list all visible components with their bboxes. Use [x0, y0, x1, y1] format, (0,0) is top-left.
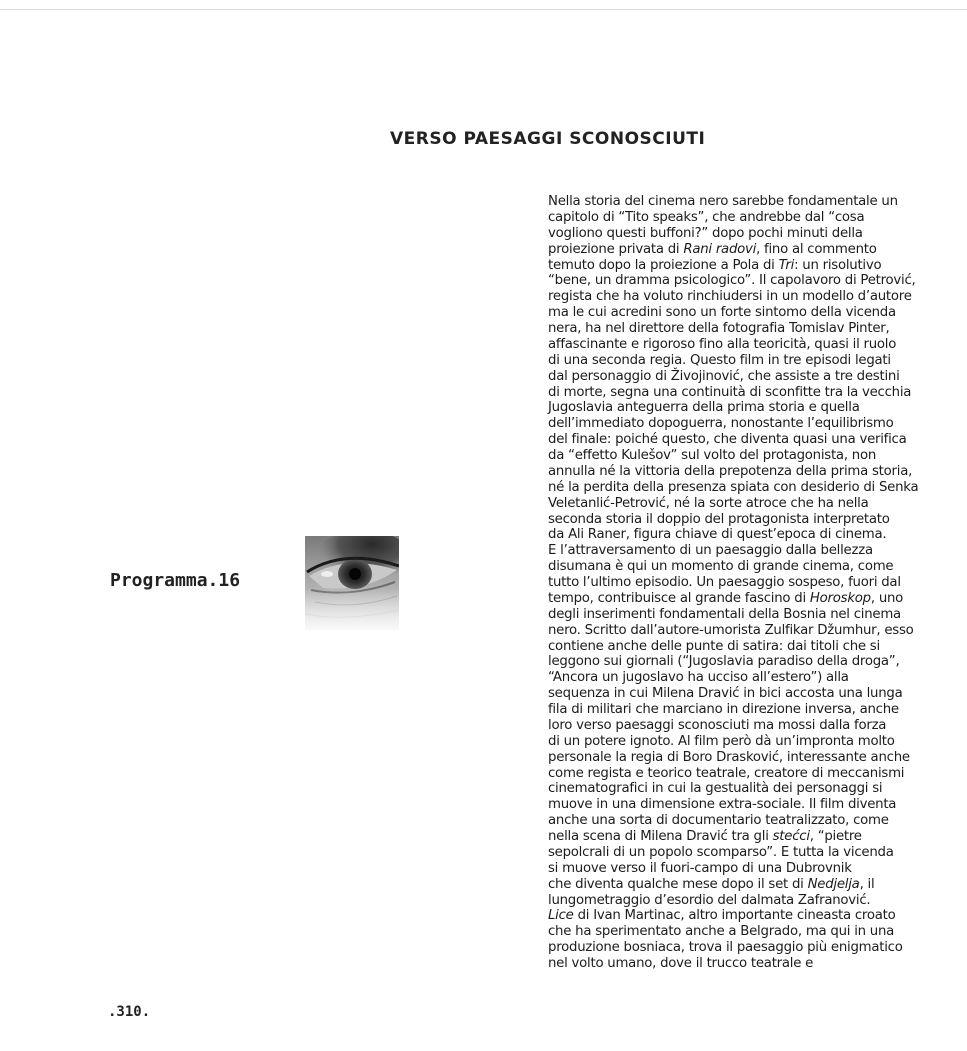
body-text-run: sepolcrali di un popolo scomparso”. E tutta la vicenda — [548, 844, 894, 860]
body-text-run: di morte, segna una continuità di sconfitte tra la vecchia — [548, 384, 912, 400]
body-text-run: contiene anche delle punte di satira: dai titoli che si — [548, 638, 880, 654]
body-line — [548, 432, 907, 448]
body-line — [548, 368, 900, 385]
body-text-run: anche una sorta di documentario teatralizzato, come — [548, 813, 889, 829]
body-text-run: loro verso paesaggi sconosciuti ma mossi dalla forza — [548, 717, 887, 733]
body-line — [548, 289, 912, 305]
body-line — [548, 527, 893, 543]
body-line — [548, 781, 893, 797]
body-text-run: come regista e teorico teatrale, creatore di meccanismi — [548, 765, 905, 781]
body-text-run: Veletanlić-Petrović, né la sorte atroce che ha nella — [548, 495, 869, 511]
italic-title: Tri — [778, 257, 795, 273]
body-line — [548, 908, 896, 924]
body-line — [548, 686, 903, 702]
page-number: .310. — [108, 1004, 151, 1020]
italic-title: Rani radovi — [683, 241, 757, 257]
section-label: Programma.16 — [110, 570, 241, 591]
body-text-run: di Ivan Martinac, altro importante cineasta croato — [573, 908, 896, 924]
body-text-run: Jugoslavia anteguerra della prima storia e quella — [548, 400, 860, 416]
body-line — [548, 400, 893, 416]
body-text-run: disumana è qui un momento di grande cinema, come — [548, 559, 894, 575]
body-line — [548, 590, 904, 607]
body-line — [548, 321, 893, 337]
body-line — [548, 242, 893, 258]
body-text-run: capitolo di “Tito speaks”, che andrebbe dal “cosa — [548, 209, 865, 225]
body-line — [548, 226, 893, 242]
body-text-run: personale la regia di Boro Drasković, interessante anche — [548, 749, 910, 765]
body-line — [548, 956, 893, 972]
body-line — [548, 718, 893, 734]
body-text-run: da “effetto Kulešov” sul volto del protagonista, non — [548, 448, 877, 463]
body-line — [548, 829, 893, 845]
body-text-run: di un potere ignoto. Al film però dà un’impronta molto — [548, 733, 895, 749]
body-text-run: E l’attraversamento di un paesaggio dalla bellezza — [548, 543, 873, 559]
body-line — [548, 749, 910, 766]
body-text-run: tutto l’ultimo episodio. Un paesaggio sospeso, fuori dal — [548, 575, 901, 590]
body-line — [548, 194, 898, 210]
body-line — [548, 543, 893, 559]
body-line — [548, 416, 893, 432]
body-text-run: , fino al commento — [756, 241, 877, 257]
top-rule — [0, 9, 967, 10]
body-text-run: affascinante e rigoroso fino alla teoricità, quasi il ruolo — [548, 336, 897, 352]
body-text-run: : un risolutivo — [794, 257, 882, 273]
body-text-run: “bene, un dramma psicologico”. Il capolavoro di Petrović, — [548, 273, 916, 289]
body-line — [548, 845, 893, 861]
body-line — [548, 273, 916, 289]
body-text-run: dal personaggio di Živojinović, che assiste a tre destini — [548, 368, 900, 384]
body-text-run: muove in una dimensione extra-sociale. Il film diventa — [548, 797, 897, 813]
body-text-run: nel volto umano, dove il trucco teatrale e — [548, 956, 814, 971]
body-text-run: tempo, contribuisce al grande fascino di — [548, 590, 810, 606]
body-text-run: produzione bosniaca, trova il paesaggio più enigmatico — [548, 940, 903, 956]
body-text-run: sequenza in cui Milena Dravić in bici accosta una lunga — [548, 686, 903, 702]
body-line — [548, 670, 893, 686]
body-line — [548, 734, 893, 750]
body-line — [548, 210, 893, 226]
body-line — [548, 606, 901, 623]
body-line — [548, 305, 896, 321]
body-line — [548, 384, 912, 401]
article-body — [548, 194, 919, 972]
body-line — [548, 336, 897, 353]
body-line — [548, 765, 905, 782]
body-line — [548, 861, 893, 877]
body-text-run: nella scena di Milena Dravić tra gli — [548, 829, 773, 844]
page-title: VERSO PAESAGGI SCONOSCIUTI — [390, 129, 706, 150]
body-text-run: proiezione privata di — [548, 241, 684, 257]
body-line — [548, 622, 914, 639]
body-line — [548, 702, 899, 718]
body-text-run: degli inserimenti fondamentali della Bosnia nel cinema — [548, 606, 901, 622]
body-text-run: seconda storia il doppio del protagonista interpretato — [548, 511, 890, 527]
body-line — [548, 353, 893, 369]
body-text-run: lungometraggio d’esordio del dalmata Zafranović. — [548, 892, 871, 908]
body-text-run: Nella storia del cinema nero sarebbe fondamentale un — [548, 194, 898, 209]
body-line — [548, 463, 913, 480]
body-line — [548, 258, 893, 274]
body-text-run: cinematografici in cui la gestualità dei personaggi si — [548, 781, 883, 797]
body-line — [548, 877, 893, 893]
eye-photo — [305, 536, 399, 630]
italic-title: Horoskop — [809, 590, 871, 606]
body-text-run: regista che ha voluto rinchiudersi in un modello d’autore — [548, 289, 912, 305]
body-text-run: si muove verso il fuori-campo di una Dubrovnik — [548, 860, 852, 876]
body-line — [548, 559, 893, 575]
body-line — [548, 575, 901, 591]
body-text-run: che ha sperimentato anche a Belgrado, ma qui in una — [548, 924, 895, 940]
body-text-run: né la perdita della presenza spiata con desiderio di Senka — [548, 479, 919, 495]
body-text-run: da Ali Raner, figura chiave di quest’epoca di cinema. — [548, 527, 887, 543]
italic-title: Lice — [548, 908, 574, 924]
body-text-run: , “pietre — [809, 829, 862, 844]
body-text-run: , il — [859, 876, 875, 892]
body-line — [548, 639, 893, 655]
body-line — [548, 893, 893, 909]
body-text-run: leggono sui giornali (“Jugoslavia paradiso della droga”, — [548, 654, 900, 670]
body-text-run: di una seconda regia. Questo film in tre episodi legati — [548, 352, 891, 368]
body-text-run: nera, ha nel direttore della fotografia Tomislav Pinter, — [548, 321, 890, 336]
body-text-run: , uno — [870, 590, 904, 606]
body-line — [548, 448, 893, 464]
body-line — [548, 797, 897, 813]
body-text-run: che diventa qualche mese dopo il set di — [548, 876, 808, 892]
body-line — [548, 654, 900, 670]
body-line — [548, 940, 903, 956]
body-line — [548, 479, 919, 496]
body-text-run: dell’immediato dopoguerra, nonostante l’equilibrismo — [548, 416, 894, 432]
body-text-run: vogliono questi buffoni?” dopo pochi minuti della — [548, 225, 863, 241]
italic-title: stećci — [772, 829, 810, 844]
body-text-run: annulla né la vittoria della prepotenza della prima storia, — [548, 463, 913, 479]
italic-title: Nedjelja — [807, 876, 860, 892]
body-line — [548, 813, 893, 829]
body-line — [548, 496, 893, 512]
body-text-run: ma le cui acredini sono un forte sintomo della vicenda — [548, 305, 896, 321]
body-line — [548, 924, 893, 940]
body-text-run: “Ancora un jugoslavo ha ucciso all’estero”) alla — [548, 670, 849, 686]
body-text-run: nero. Scritto dall’autore-umorista Zulfikar Džumhur, esso — [548, 622, 914, 638]
body-text-run: fila di militari che marciano in direzione inversa, anche — [548, 702, 899, 717]
body-line — [548, 512, 893, 528]
body-text-run: temuto dopo la proiezione a Pola di — [548, 257, 779, 273]
body-text-run: del finale: poiché questo, che diventa quasi una verifica — [548, 432, 907, 448]
